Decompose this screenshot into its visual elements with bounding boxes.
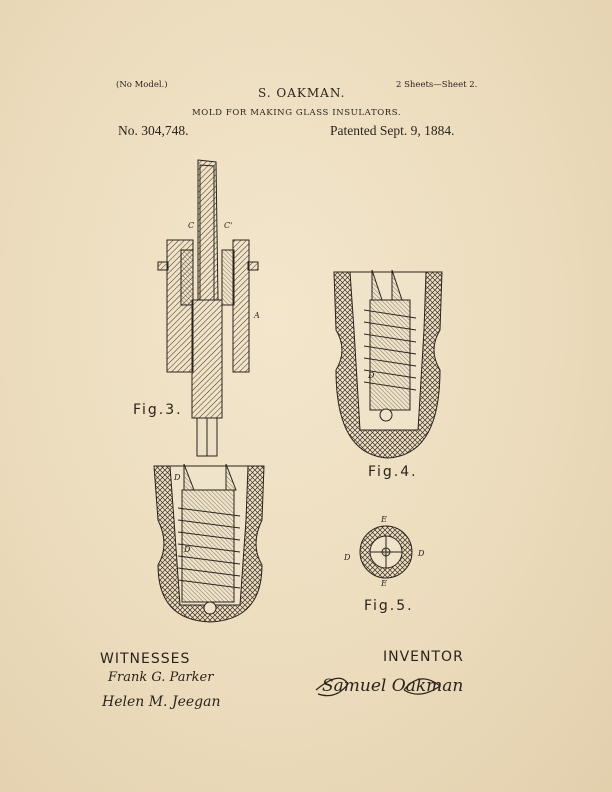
letter-e-top: E <box>381 515 387 524</box>
sheet-count: 2 Sheets—Sheet 2. <box>396 80 478 90</box>
letter-c: C <box>188 221 195 230</box>
witnesses-heading: WITNESSES <box>100 651 191 667</box>
patent-date: Patented Sept. 9, 1884. <box>330 123 455 138</box>
fig5-caption: Fig.5. <box>364 598 414 614</box>
model-note: (No Model.) <box>116 80 168 90</box>
fig4-caption: Fig.4. <box>368 464 418 480</box>
inventor-signature: Samuel Oakman <box>322 676 464 696</box>
witness-signature-2: Helen M. Jeegan <box>102 694 221 710</box>
letter-d-lower-top: D <box>174 473 181 482</box>
letter-d-left: D <box>344 553 351 562</box>
fig3-caption: Fig.3. <box>133 402 183 418</box>
inventor-name: S. OAKMAN. <box>258 86 346 100</box>
fig5-round-section <box>360 526 412 578</box>
patent-title: MOLD FOR MAKING GLASS INSULATORS. <box>192 108 402 118</box>
fig4-mold-section <box>334 270 442 458</box>
inventor-heading: INVENTOR <box>383 649 464 665</box>
letter-d-fig4: D <box>368 371 375 380</box>
letter-c-prime: C' <box>224 221 233 230</box>
letter-d-right: D <box>418 549 425 558</box>
letter-e-bottom: E <box>381 579 387 588</box>
witness-signature-1: Frank G. Parker <box>108 670 214 685</box>
lower-mold-section <box>154 464 264 622</box>
letter-a: A <box>254 311 260 320</box>
patent-number: No. 304,748. <box>118 123 189 138</box>
letter-d-lower-mid: D <box>184 545 191 554</box>
